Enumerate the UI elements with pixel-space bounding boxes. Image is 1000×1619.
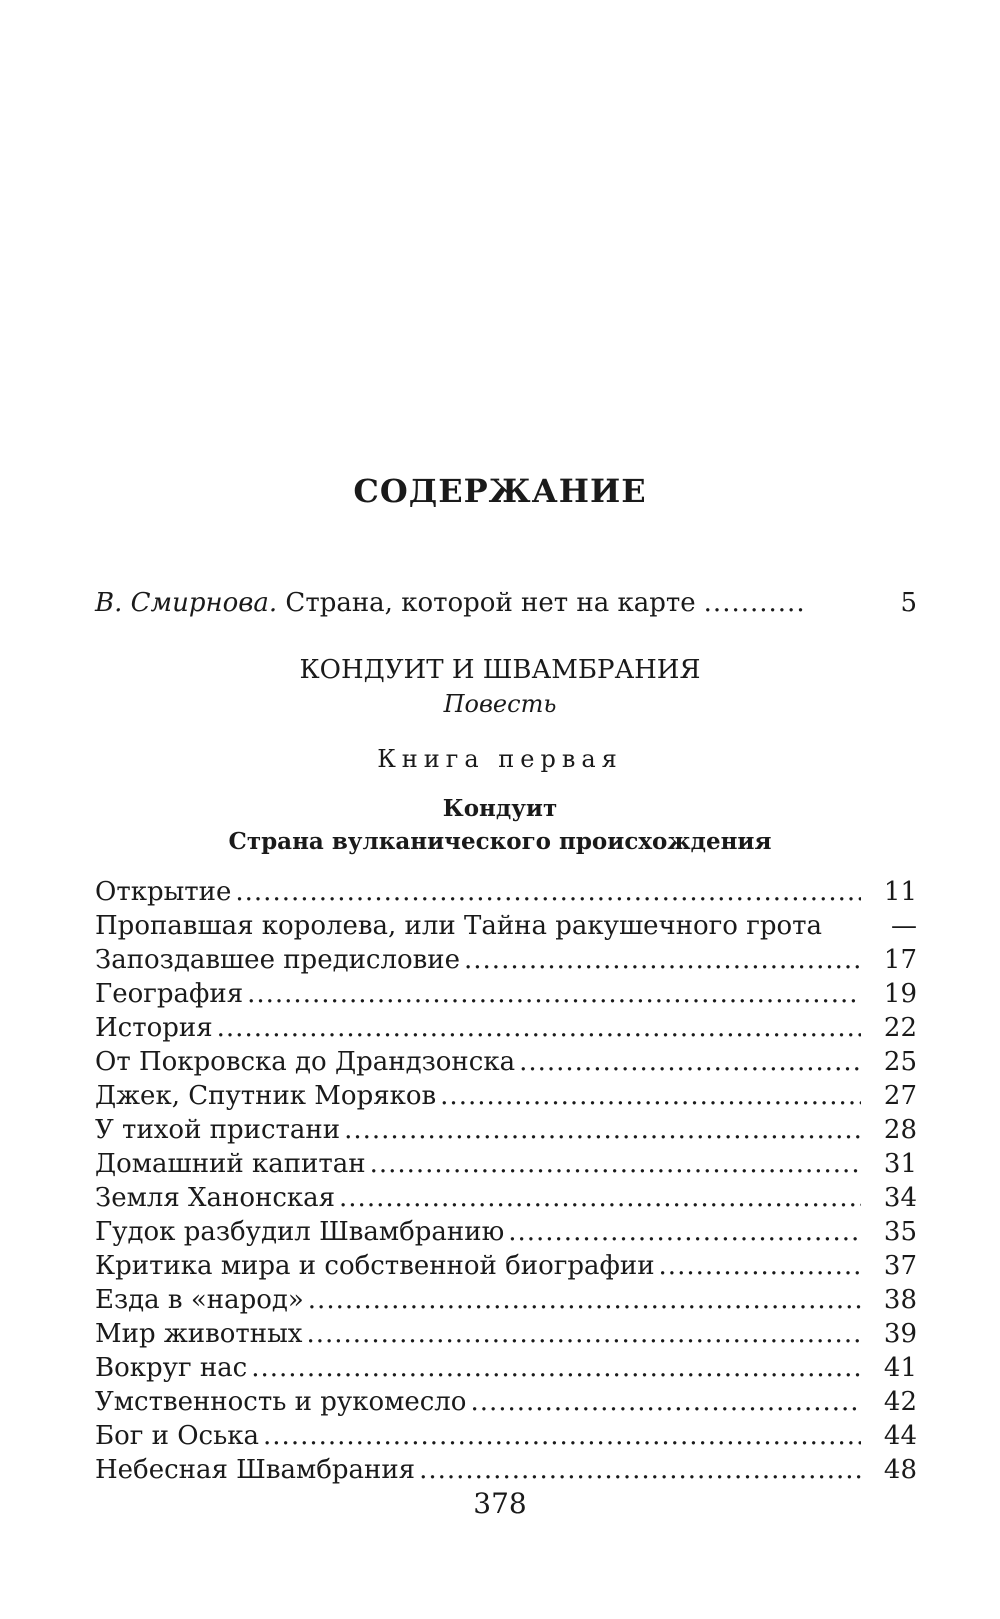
toc-dot-leader <box>659 1251 861 1281</box>
toc-entry <box>95 1081 917 1115</box>
toc-dot-leader <box>470 1387 861 1417</box>
work-title: КОНДУИТ И ШВАМБРАНИЯ <box>299 655 701 685</box>
toc-entry-title: Бог и Оська <box>95 1421 260 1451</box>
toc-dot-leader <box>217 1013 861 1043</box>
toc-entry-page: 37 <box>883 1251 917 1281</box>
toc-entry <box>95 1217 917 1251</box>
toc-entry <box>95 1183 917 1217</box>
toc-dot-leader <box>263 1421 861 1451</box>
toc-dot-leader <box>344 1115 861 1145</box>
toc-entry-title: Запоздавшее предисловие <box>95 945 461 975</box>
toc-entry-page: 42 <box>883 1387 917 1417</box>
toc-entry-title: Джек, Спутник Моряков <box>95 1081 437 1111</box>
toc-dot-leader <box>235 877 861 907</box>
toc-entry-title: Мир животных <box>95 1319 303 1349</box>
toc-entry-page: 35 <box>883 1217 917 1247</box>
toc-entry <box>95 1013 917 1047</box>
page-number: 378 <box>473 1487 527 1520</box>
intro-leader: ........... <box>703 588 806 618</box>
toc-entry-page: 39 <box>883 1319 917 1349</box>
toc-dot-leader <box>508 1217 861 1247</box>
toc-dot-leader <box>339 1183 861 1213</box>
toc-entry-title: География <box>95 979 244 1009</box>
toc-entry <box>95 1387 917 1421</box>
toc-entry-title: Езда в «народ» <box>95 1285 304 1315</box>
toc-entry <box>95 1251 917 1285</box>
toc-dot-leader <box>251 1353 861 1383</box>
toc-entry-title: От Покровска до Драндзонска <box>95 1047 516 1077</box>
part-subtitle: Страна вулканического происхождения <box>228 828 772 855</box>
toc-entry-title: Вокруг нас <box>95 1353 248 1383</box>
toc-entry <box>95 1421 917 1455</box>
toc-dot-leader <box>370 1149 861 1179</box>
toc-entry-title: История <box>95 1013 213 1043</box>
toc-dot-leader <box>440 1081 861 1111</box>
page-title: СОДЕРЖАНИЕ <box>353 472 647 510</box>
intro-entry <box>95 588 917 624</box>
toc-entry-title: Критика мира и собственной биографии <box>95 1251 655 1281</box>
toc-entry <box>95 1285 917 1319</box>
toc-entry-page: 38 <box>883 1285 917 1315</box>
toc-entry-title: Земля Ханонская <box>95 1183 336 1213</box>
toc-dot-leader <box>519 1047 861 1077</box>
toc-entry-page: 28 <box>883 1115 917 1145</box>
toc-entry <box>95 1353 917 1387</box>
toc-entry-title: Открытие <box>95 877 232 907</box>
toc-entry-title: Небесная Швамбрания <box>95 1455 416 1485</box>
toc-entry-page: 25 <box>883 1047 917 1077</box>
toc-entry-page: 34 <box>883 1183 917 1213</box>
intro-author: В. Смирнова. <box>95 588 278 618</box>
toc-dot-leader <box>247 979 861 1009</box>
toc-entry-title: Домашний капитан <box>95 1149 366 1179</box>
toc-entry-title: Умственность и рукомесло <box>95 1387 467 1417</box>
toc-entry <box>95 877 917 911</box>
book-title: Книга первая <box>377 745 623 773</box>
toc-dot-leader <box>306 1319 861 1349</box>
toc-entry-title: Гудок разбудил Швамбранию <box>95 1217 505 1247</box>
toc-entry-page: 44 <box>883 1421 917 1451</box>
toc-dot-leader <box>464 945 861 975</box>
work-subtitle: Повесть <box>443 690 557 718</box>
toc-entry <box>95 1455 917 1489</box>
toc-entry-page: 31 <box>883 1149 917 1179</box>
toc-dot-leader <box>308 1285 861 1315</box>
table-of-contents <box>95 877 917 1489</box>
toc-entry-page: 19 <box>883 979 917 1009</box>
intro-title: Страна, которой нет на карте <box>277 588 696 618</box>
toc-entry-page: 11 <box>883 877 917 907</box>
toc-entry <box>95 1115 917 1149</box>
intro-page-number: 5 <box>900 588 917 618</box>
toc-entry <box>95 1319 917 1353</box>
toc-entry-title: У тихой пристани <box>95 1115 341 1145</box>
toc-entry-page: 41 <box>883 1353 917 1383</box>
toc-entry <box>95 911 917 945</box>
toc-entry-page: — <box>891 911 917 941</box>
part-title: Кондуит <box>442 795 558 822</box>
toc-entry <box>95 1149 917 1183</box>
toc-dot-leader <box>419 1455 861 1485</box>
toc-entry <box>95 1047 917 1081</box>
toc-entry-page: 17 <box>883 945 917 975</box>
toc-entry-page: 48 <box>883 1455 917 1485</box>
toc-entry <box>95 979 917 1013</box>
toc-entry <box>95 945 917 979</box>
toc-entry-page: 22 <box>883 1013 917 1043</box>
toc-entry-page: 27 <box>883 1081 917 1111</box>
toc-entry-title: Пропавшая королева, или Тайна ракушечного грота <box>95 911 823 941</box>
